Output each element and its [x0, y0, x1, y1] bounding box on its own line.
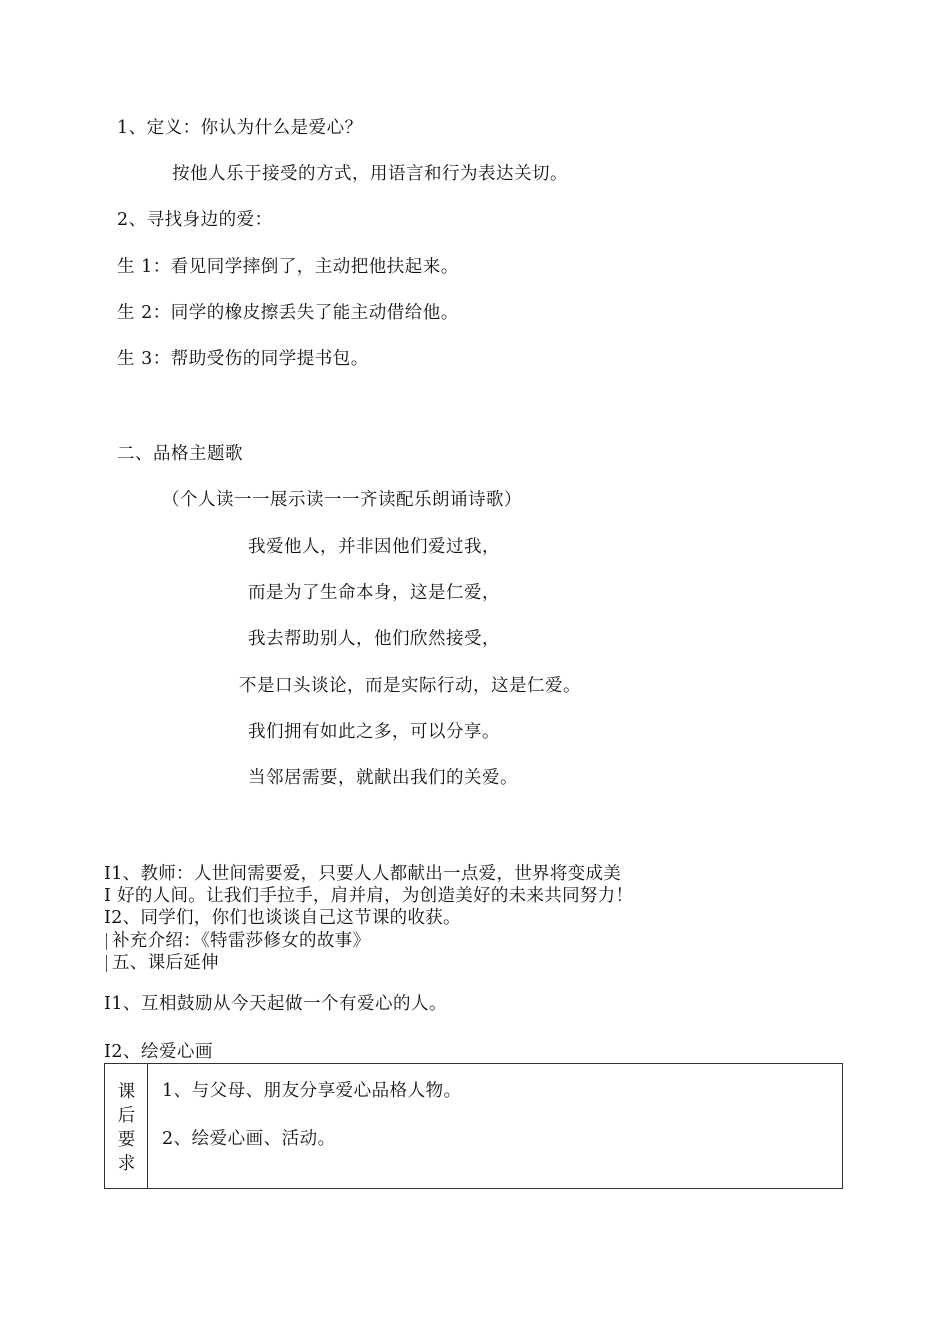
poem-line-4: 不是口头谈论，而是实际行动，这是仁爱。 [239, 676, 581, 696]
student-answer-2: 生 2：同学的橡皮擦丢失了能主动借给他。 [117, 303, 459, 323]
after-class-requirements-table [104, 1063, 843, 1189]
poem-line-5: 我们拥有如此之多，可以分享。 [248, 722, 500, 742]
definition-answer: 按他人乐于接受的方式，用语言和行为表达关切。 [172, 164, 568, 184]
poem-line-2: 而是为了生命本身，这是仁爱， [248, 583, 500, 603]
student-answer-1: 生 1：看见同学摔倒了，主动把他扶起来。 [117, 257, 459, 277]
poem-line-1: 我爱他人，并非因他们爱过我， [248, 537, 500, 557]
student-answer-3: 生 3：帮助受伤的同学提书包。 [117, 349, 369, 369]
find-love-heading: 2、寻找身边的爱： [117, 210, 273, 230]
margin-bar [106, 933, 107, 950]
reading-instruction: （个人读一一展示读一一齐读配乐朗诵诗歌） [162, 490, 522, 510]
definition-question: 1、定义：你认为什么是爱心？ [117, 118, 363, 138]
supplement-intro: 补充介绍：《特雷莎修女的故事》 [112, 931, 371, 951]
header-char: 要 [117, 1130, 136, 1150]
requirements-header-cell [105, 1064, 148, 1188]
margin-bar [106, 955, 107, 972]
requirement-item-1: 1、与父母、朋友分享爱心品格人物。 [162, 1081, 462, 1101]
extension-item-1: I1、互相鼓励从今天起做一个有爱心的人。 [104, 994, 448, 1014]
header-char: 求 [117, 1154, 136, 1174]
classmates-reflection: I2、同学们，你们也谈谈自己这节课的收获。 [104, 908, 461, 928]
teacher-summary-line-1: I1、教师：人世间需要爱，只要人人都献出一点爱，世界将变成美 [104, 864, 622, 884]
section-title-song: 二、品格主题歌 [117, 444, 243, 464]
header-char: 后 [117, 1106, 136, 1126]
poem-line-6: 当邻居需要，就献出我们的关爱。 [248, 768, 518, 788]
section-title-extension: 五、课后延伸 [112, 953, 219, 973]
extension-item-2: I2、绘爱心画 [104, 1042, 214, 1062]
poem-line-3: 我去帮助别人，他们欣然接受， [248, 629, 500, 649]
requirement-item-2: 2、绘爱心画、活动。 [162, 1129, 336, 1149]
teacher-summary-line-2: I 好的人间。让我们手拉手，肩并肩，为创造美好的未来共同努力！ [104, 886, 634, 906]
header-char: 课 [117, 1082, 136, 1102]
